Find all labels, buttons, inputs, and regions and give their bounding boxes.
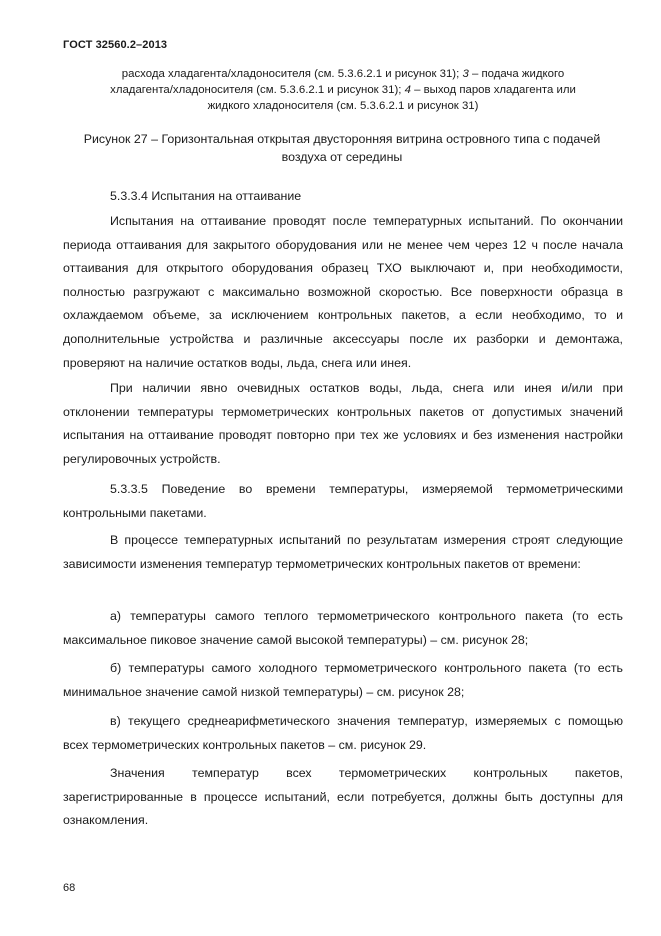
legend-line-1: расхода хладагента/хладоносителя (см. 5.3.6.2.1 и рисунок 31); 3 – подача жидкого (121, 68, 565, 80)
list-item-b: б) температуры самого холодного термометрического контрольного пакета (то есть минимальное значение самой низкой температуры) – см. рисунок 28; (63, 661, 623, 699)
paragraph-defrost-test: Испытания на оттаивание проводят после температурных испытаний. По окончании периода оттаивания для закрытого оборудования или не менее чем через 12 ч после начала оттаивания для открытого оборудования образец ТХО выключают и, при необходимости, полностью разгружают с максимально возможной скоростью. Все поверхности образца в охлаждаемом объеме, за исключением контрольных пакетов, а если необходимо, то и дополнительные устройства и различные аксессуары после их разборки и демонтажа, проверяют на наличие остатков воды, льда, снега или инея. (63, 214, 623, 370)
figure-caption (60, 130, 624, 166)
page-number: 68 (63, 882, 76, 894)
caption-line-1: Рисунок 27 – Горизонтальная открытая двусторонняя витрина островного типа с подачей (83, 132, 601, 146)
paragraph-dependencies: В процессе температурных испытаний по результатам измерения строят следующие зависимости изменения температур термометрических контрольных пакетов от времени: (63, 533, 623, 571)
list-item-c: в) текущего среднеарифметического значения температур, измеряемых с помощью всех термометрических контрольных пакетов – см. рисунок 29. (63, 714, 623, 752)
section-heading-5-3-3-5: 5.3.3.5 Поведение во времени температуры, измеряемой термометрическими контрольными пакетами. (63, 482, 623, 520)
document-header: ГОСТ 32560.2–2013 (63, 39, 168, 51)
paragraph-repeat-test: При наличии явно очевидных остатков воды, льда, снега или инея и/или при отклонении температуры термометрических контрольных пакетов от допустимых значений испытания на оттаивание проводят повторно при тех же условиях и без изменения настройки регулировочных устройств. (63, 381, 623, 466)
legend-line-2: хладагента/хладоносителя (см. 5.3.6.2.1 и рисунок 31); 4 – выход паров хладагента или (110, 84, 576, 97)
caption-line-2: воздуха от середины (281, 150, 403, 164)
list-item-a: а) температуры самого теплого термометрического контрольного пакета (то есть максимальное пиковое значение самой высокой температуры) – см. рисунок 28; (63, 609, 623, 647)
legend-line-3: жидкого хладоносителя (см. 5.3.6.2.1 и рисунок 31) (207, 100, 479, 113)
paragraph-values-availability: Значения температур всех термометрических контрольных пакетов, зарегистрированные в процессе испытаний, если потребуется, должны быть доступны для ознакомления. (63, 766, 623, 828)
section-heading-5-3-3-4: 5.3.3.4 Испытания на оттаивание (110, 189, 302, 203)
figure-legend (63, 66, 623, 115)
